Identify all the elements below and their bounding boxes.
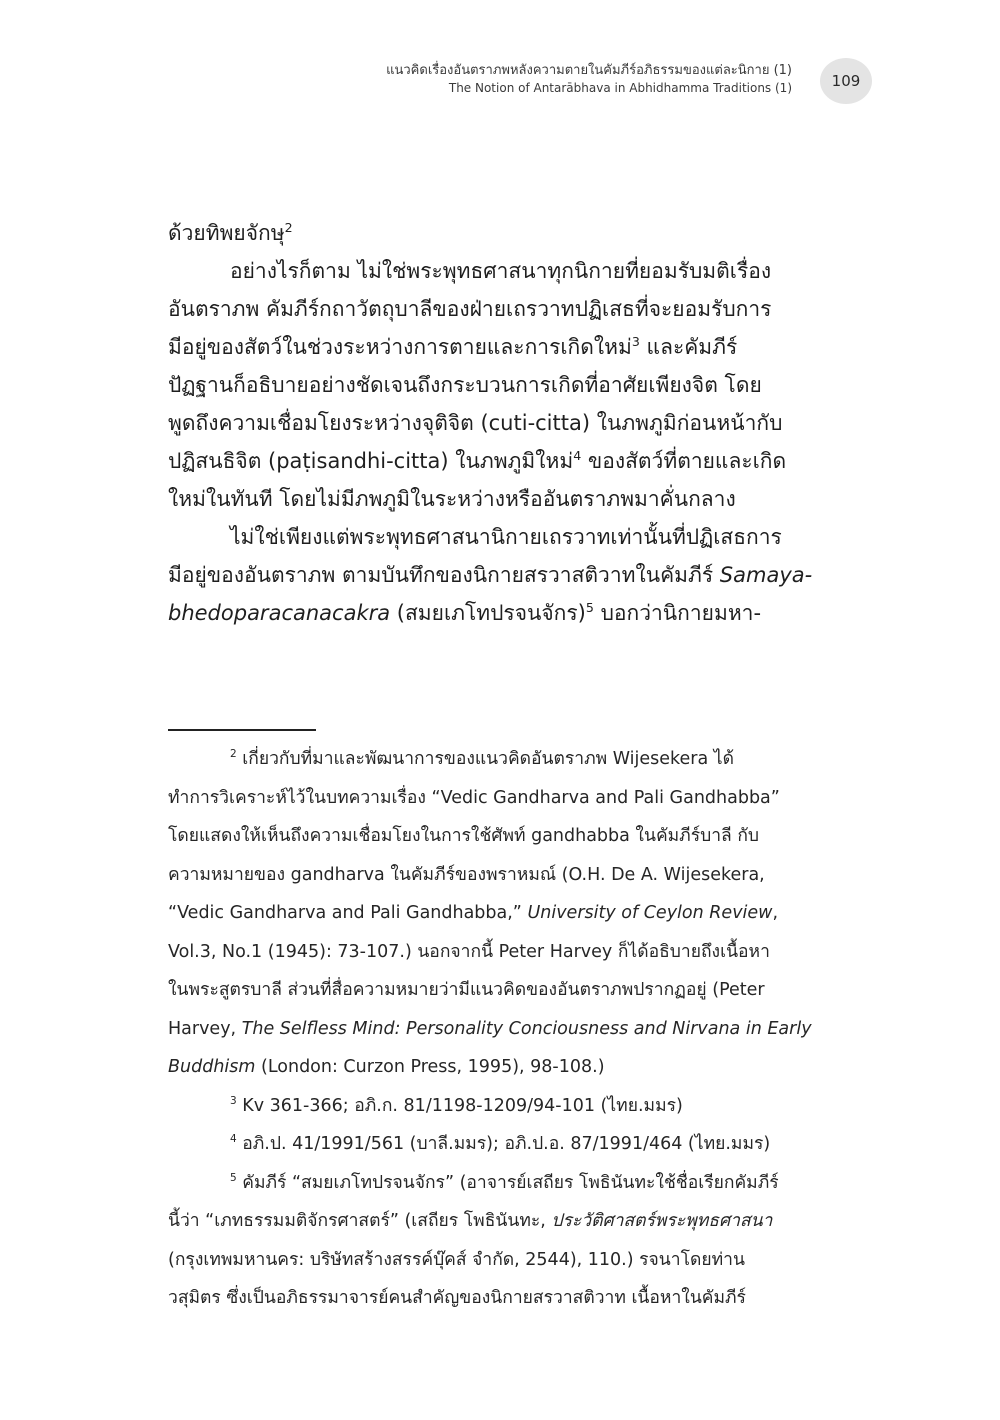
text-run: (สมยเภโทปรจนจักร) bbox=[390, 601, 586, 625]
footnote-mark-5: 5 bbox=[230, 1171, 237, 1184]
footnote-line bbox=[168, 740, 858, 779]
text-line: อย่างไรก็ตาม ไม่ใช่พระพุทธศาสนาทุกนิกายที่ยอมรับมติเรื่อง bbox=[230, 259, 772, 283]
text-run-italic: Samaya- bbox=[719, 563, 813, 587]
footnote-line: ความหมายของ gandharva ในคัมภีร์ของพราหมณ์ (O.H. De A. Wijesekera, bbox=[168, 864, 765, 885]
text-run: บอกว่านิกายมหา- bbox=[593, 601, 762, 625]
text-run: “Vedic Gandharva and Pali Gandhabba,” bbox=[168, 903, 528, 923]
text-run: อภิ.ป. 41/1991/561 (บาลี.มมร); อภิ.ป.อ. 87/1991/464 (ไทย.มมร) bbox=[236, 1134, 771, 1154]
footnote-line: (กรุงเทพมหานคร: บริษัทสร้างสรรค์บุ๊คส์ จำกัด, 2544), 110.) รจนาโดยท่าน bbox=[168, 1249, 745, 1270]
text-run: , bbox=[772, 903, 779, 923]
text-run-italic: Buddhism bbox=[168, 1057, 256, 1077]
text-run: และคัมภีร์ bbox=[639, 335, 738, 359]
text-line: ไม่ใช่เพียงแต่พระพุทธศาสนานิกายเถรวาทเท่านั้นที่ปฏิเสธการ bbox=[230, 525, 782, 549]
text-run-italic: The Selfless Mind: Personality Conciousness and Nirvana in Early bbox=[241, 1018, 812, 1039]
text-line bbox=[168, 556, 858, 594]
text-run: ของสัตว์ที่ตายและเกิด bbox=[581, 449, 787, 473]
text-run: มีอยู่ของอันตราภพ ตามบันทึกของนิกายสรวาสติวาทในคัมภีร์ bbox=[168, 563, 720, 587]
header-title-english: The Notion of Antarābhava in Abhidhamma Traditions (1) bbox=[448, 81, 792, 95]
footnote-line bbox=[168, 1087, 858, 1126]
text-line bbox=[168, 594, 858, 632]
footnote-line bbox=[168, 1010, 858, 1049]
text-run: มีอยู่ของสัตว์ในช่วงระหว่างการตายและการเกิดใหม่ bbox=[168, 335, 632, 359]
footnote-mark-3: 3 bbox=[230, 1094, 237, 1107]
text-line: อันตราภพ คัมภีร์กถาวัตถุบาลีของฝ่ายเถรวาทปฏิเสธที่จะยอมรับการ bbox=[168, 297, 772, 321]
text-run: นี้ว่า “เภทธรรมมติจักรศาสตร์” (เสถียร โพธินันทะ, bbox=[168, 1211, 552, 1231]
text-line: ใหม่ในทันที โดยไม่มีภพภูมิในระหว่างหรืออันตราภพมาคั่นกลาง bbox=[168, 487, 736, 511]
text-line: พูดถึงความเชื่อมโยงระหว่างจุติจิต (cuti-citta) ในภพภูมิก่อนหน้ากับ bbox=[168, 411, 783, 435]
footnote-line: โดยแสดงให้เห็นถึงความเชื่อมโยงในการใช้ศัพท์ gandhabba ในคัมภีร์บาลี กับ bbox=[168, 826, 760, 846]
footnote-line: ทำการวิเคราะห์ไว้ในบทความเรื่อง “Vedic Gandharva and Pali Gandhabba” bbox=[168, 787, 780, 808]
text-run-italic: University of Ceylon Review bbox=[527, 903, 773, 923]
footnote-ref-2: 2 bbox=[284, 220, 293, 235]
footnote-ref-4: 4 bbox=[573, 448, 582, 463]
header-title-thai: แนวคิดเรื่องอันตราภพหลังความตายในคัมภีร์อภิธรรมของแต่ละนิกาย (1) bbox=[386, 63, 792, 78]
text-run: คัมภีร์ “สมยเภโทปรจนจักร” (อาจารย์เสถียร โพธินันทะใช้ชื่อเรียกคัมภีร์ bbox=[236, 1172, 779, 1193]
text-line bbox=[168, 214, 858, 252]
footnote-line bbox=[168, 894, 858, 933]
footnotes bbox=[168, 740, 858, 1318]
text-run-italic: bhedoparacanacakra bbox=[168, 601, 391, 625]
text-run: ด้วยทิพยจักษุ bbox=[168, 221, 285, 245]
footnote-separator bbox=[168, 729, 316, 731]
footnote-mark-2: 2 bbox=[230, 748, 237, 761]
footnote-line bbox=[168, 1125, 858, 1164]
page-number: 109 bbox=[820, 58, 872, 104]
footnote-line bbox=[168, 1048, 858, 1087]
footnote-line: วสุมิตร ซึ่งเป็นอภิธรรมาจารย์คนสำคัญของนิกายสรวาสติวาท เนื้อหาในคัมภีร์ bbox=[168, 1288, 746, 1308]
text-line bbox=[168, 328, 858, 366]
text-run-italic: ประวัติศาสตร์พระพุทธศาสนา bbox=[551, 1211, 773, 1231]
text-run: Kv 361-366; อภิ.ก. 81/1198-1209/94-101 (ไทย.มมร) bbox=[236, 1095, 683, 1116]
text-run: Harvey, bbox=[168, 1018, 242, 1039]
footnote-line: Vol.3, No.1 (1945): 73-107.) นอกจากนี้ Peter Harvey ก็ได้อธิบายถึงเนื้อหา bbox=[168, 941, 770, 962]
text-line bbox=[168, 442, 858, 480]
footnote-ref-5: 5 bbox=[585, 600, 594, 615]
main-text bbox=[168, 214, 858, 632]
footnote-mark-4: 4 bbox=[230, 1133, 237, 1146]
text-run: (London: Curzon Press, 1995), 98-108.) bbox=[255, 1057, 605, 1077]
footnote-line: ในพระสูตรบาลี ส่วนที่สื่อความหมายว่ามีแนวคิดของอันตราภพปรากฏอยู่ (Peter bbox=[168, 980, 765, 1000]
footnote-line bbox=[168, 1202, 858, 1241]
footnote-ref-3: 3 bbox=[631, 334, 640, 349]
text-line: ปัฏฐานก็อธิบายอย่างชัดเจนถึงกระบวนการเกิดที่อาศัยเพียงจิต โดย bbox=[168, 373, 762, 397]
text-run: ปฏิสนธิจิต (paṭisandhi-citta) ในภพภูมิใหม่ bbox=[168, 449, 574, 473]
text-run: เกี่ยวกับที่มาและพัฒนาการของแนวคิดอันตราภพ Wijesekera ได้ bbox=[242, 749, 734, 769]
footnote-line bbox=[168, 1164, 858, 1203]
running-header bbox=[386, 62, 792, 97]
